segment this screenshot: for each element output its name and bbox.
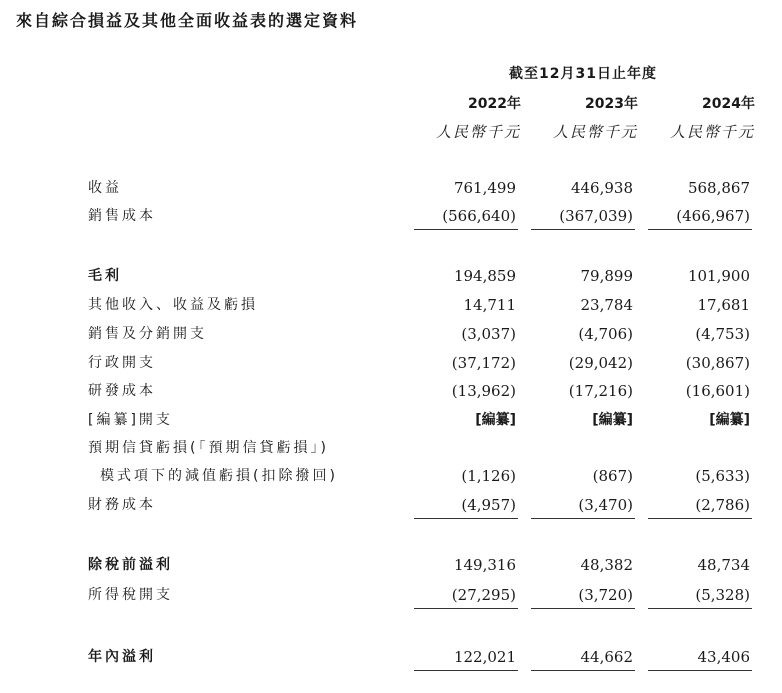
row-label-profit-before-tax: 除稅前溢利 (88, 557, 173, 573)
cell-revenue-2022: 761,499 (453, 179, 516, 197)
cell-selling-expenses-2023: (4,706) (578, 325, 633, 343)
cell-profit-for-year-2022: 122,021 (453, 648, 516, 666)
column-unit-2024: 人民幣千元 (669, 123, 755, 141)
cell-gross-profit-2022: 194,859 (453, 267, 516, 285)
cell-finance-costs-2022: (4,957) (461, 496, 516, 514)
subtotal-rule-2023 (531, 518, 635, 519)
row-label-redacted-expenses: [編纂]開支 (88, 412, 173, 428)
cell-redacted-2024: [編纂] (709, 412, 750, 428)
row-label-ecl-line2: 模式項下的減值虧損(扣除撥回) (100, 468, 338, 484)
cell-profit-before-tax-2022: 149,316 (453, 556, 516, 574)
subtotal-rule-2022 (414, 518, 518, 519)
row-label-finance-costs: 財務成本 (88, 497, 156, 513)
cell-profit-before-tax-2024: 48,734 (697, 556, 750, 574)
cell-redacted-2023: [編纂] (592, 412, 633, 428)
row-label-profit-for-year: 年內溢利 (88, 649, 156, 665)
total-rule-2024 (648, 670, 752, 671)
period-header: 截至12月31日止年度 (509, 66, 657, 82)
subtotal-rule-2023 (531, 229, 635, 230)
cell-finance-costs-2024: (2,786) (695, 496, 750, 514)
cell-ecl-2022: (1,126) (461, 467, 516, 485)
row-label-cost-of-sales: 銷售成本 (88, 208, 156, 224)
cell-revenue-2023: 446,938 (570, 179, 633, 197)
row-label-revenue: 收益 (88, 180, 122, 196)
cell-admin-expenses-2024: (30,867) (685, 354, 750, 372)
cell-rnd-costs-2022: (13,962) (451, 382, 516, 400)
column-unit-2023: 人民幣千元 (552, 123, 638, 141)
subtotal-rule-2022 (414, 608, 518, 609)
cell-ecl-2023: (867) (592, 467, 633, 485)
cell-rnd-costs-2023: (17,216) (568, 382, 633, 400)
cell-profit-for-year-2024: 43,406 (697, 648, 750, 666)
subtotal-rule-2024 (648, 229, 752, 230)
cell-profit-before-tax-2023: 48,382 (580, 556, 633, 574)
subtotal-rule-2024 (648, 608, 752, 609)
cell-rnd-costs-2024: (16,601) (685, 382, 750, 400)
cell-admin-expenses-2023: (29,042) (568, 354, 633, 372)
row-label-gross-profit: 毛利 (88, 268, 122, 284)
row-label-rnd-costs: 研發成本 (88, 383, 156, 399)
subtotal-rule-2022 (414, 229, 518, 230)
cell-ecl-2024: (5,633) (695, 467, 750, 485)
subtotal-rule-2023 (531, 608, 635, 609)
cell-income-tax-2022: (27,295) (451, 586, 516, 604)
column-year-2023: 2023年 (585, 96, 638, 112)
column-unit-2022: 人民幣千元 (435, 123, 521, 141)
cell-redacted-2022: [編纂] (475, 412, 516, 428)
cell-admin-expenses-2022: (37,172) (451, 354, 516, 372)
cell-other-income-2024: 17,681 (697, 296, 750, 314)
row-label-admin-expenses: 行政開支 (88, 355, 156, 371)
cell-gross-profit-2023: 79,899 (580, 267, 633, 285)
cell-cost-of-sales-2023: (367,039) (559, 207, 633, 225)
page-title: 來自綜合損益及其他全面收益表的選定資料 (16, 11, 359, 30)
column-year-2024: 2024年 (702, 96, 755, 112)
row-label-income-tax: 所得稅開支 (88, 587, 173, 603)
total-rule-2022 (414, 670, 518, 671)
row-label-ecl-line1: 預期信貸虧損(「預期信貸虧損」) (88, 440, 329, 456)
cell-income-tax-2024: (5,328) (695, 586, 750, 604)
cell-other-income-2023: 23,784 (580, 296, 633, 314)
cell-gross-profit-2024: 101,900 (687, 267, 750, 285)
column-year-2022: 2022年 (468, 96, 521, 112)
cell-cost-of-sales-2022: (566,640) (442, 207, 516, 225)
cell-other-income-2022: 14,711 (463, 296, 516, 314)
cell-selling-expenses-2022: (3,037) (461, 325, 516, 343)
subtotal-rule-2024 (648, 518, 752, 519)
cell-finance-costs-2023: (3,470) (578, 496, 633, 514)
cell-cost-of-sales-2024: (466,967) (676, 207, 750, 225)
cell-selling-expenses-2024: (4,753) (695, 325, 750, 343)
row-label-selling-expenses: 銷售及分銷開支 (88, 326, 207, 342)
cell-revenue-2024: 568,867 (687, 179, 750, 197)
row-label-other-income: 其他收入、收益及虧損 (88, 297, 258, 313)
cell-income-tax-2023: (3,720) (578, 586, 633, 604)
total-rule-2023 (531, 670, 635, 671)
cell-profit-for-year-2023: 44,662 (580, 648, 633, 666)
